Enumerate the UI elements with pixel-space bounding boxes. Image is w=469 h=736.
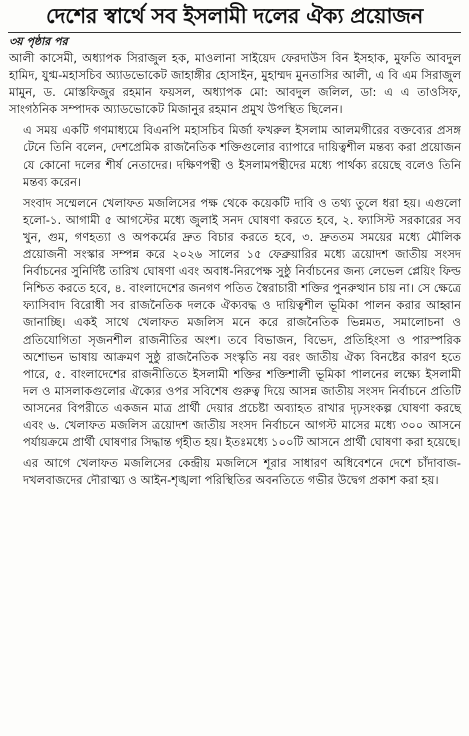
- headline-rule: [8, 32, 461, 33]
- article-body: [0, 34, 469, 489]
- paragraph: এর আগে খেলাফত মজলিসের কেন্দ্রীয় মজলিসে শূরার সাধারণ অধিবেশনে দেশে চাঁদাবাজ-দখলবাজদের দৌরাত্ম্য ও আইন-শৃঙ্খলা পরিস্থিতির অবনতিতে গভীর উদ্বেগ প্রকাশ করা হয়।: [23, 456, 461, 488]
- paragraph: সংবাদ সম্মেলনে খেলাফত মজলিসের পক্ষ থেকে কয়েকটি দাবি ও তথ্য তুলে ধরা হয়। এগুলো হলো-১. আগামী ৫ আগস্টের মধ্যে জুলাই সনদ ঘোষণা করতে হবে, ২. ফ্যাসিস্ট সরকারের সব খুন, গুম, গণহত্যা ও অপকর্মের দ্রুত বিচার করতে হবে, ৩. দ্রুততম সময়ের মধ্যে মৌলিক প্রয়োজনী সংস্কার সম্পন্ন করে ২০২৬ সালের ১৫ ফেব্রুয়ারির মধ্যে ত্রয়োদশ জাতীয় সংসদ নির্বাচনের সুনির্দিষ্ট তারিখ ঘোষণা এবং অবাধ-নিরপেক্ষ সুষ্ঠু নির্বাচনের জন্য লেভেল প্লেয়িং ফিল্ড নিশ্চিত করতে হবে, ৪. বাংলাদেশের জনগণ পতিত স্বৈরাচারী শক্তির পুনরুত্থান চায় না। সে ক্ষেত্রে ফ্যাসিবাদ বিরোধী সব রাজনৈতিক দলকে ঐক্যবদ্ধ ও দায়িত্বশীল ভূমিকা পালন করার আহ্বান জানাচ্ছি। একই সাথে খেলাফত মজলিস মনে করে রাজনৈতিক ভিন্নমত, সমালোচনা ও প্রতিযোগিতা সৃজনশীল রাজনীতির অংশ। তবে বিভাজন, বিভেদ, প্রতিহিংসা ও পারস্পরিক অশোভন ভাষায় আক্রমণ সুষ্ঠু রাজনৈতিক সংস্কৃতি নয় বরং জাতীয় ঐক্য বিনষ্টের কারণ হতে পারে, ৫. বাংলাদেশের রাজনীতিতে ইসলামী শক্তির শক্তিশালী ভূমিকা পালনের লক্ষ্যে ইসলামী দল ও মাসলাকগুলোর ঐক্যের ওপর সবিশেষ গুরুত্ব দিয়ে আসন্ন জাতীয় সংসদ নির্বাচনে প্রতিটি আসনের বিপরীতে একজন মাত্র প্রার্থী দেয়ার প্রচেষ্টা অব্যাহত রাখার দৃঢ়সংকল্প ঘোষণা করছে এবং ৬. খেলাফত মজলিস ত্রয়োদশ জাতীয় সংসদ নির্বাচনে আগস্ট মাসের মধ্যে ৩০০ আসনে পর্যায়ক্রমে প্রার্থী ঘোষণার সিদ্ধান্ত গৃহীত হয়। ইতঃমধ্যে ১০০টি আসনে প্রার্থী ঘোষণা করা হয়েছে।: [23, 195, 461, 450]
- headline: দেশের স্বার্থে সব ইসলামী দলের ঐক্য প্রয়োজন: [46, 4, 423, 28]
- paragraph: এ সময় একটি গণমাধ্যমে বিএনপি মহাসচিব মির্জা ফখরুল ইসলাম আলমগীরের বক্তব্যের প্রসঙ্গ টেনে তিনি বলেন, দেশপ্রেমিক রাজনৈতিক শক্তিগুলোর ব্যাপারে দায়িত্বশীল মন্তব্য করা প্রয়োজন যে কোনো দলের শীর্ষ নেতাদের। দক্ষিণপন্থী ও ইসলামপন্থীদের মধ্যে পার্থক্য রয়েছে বলেও তিনি মন্তব্য করেন।: [23, 123, 461, 189]
- page-continuation-ref: ৩য় পৃষ্ঠার পর: [9, 35, 68, 48]
- paragraph: আলী কাসেমী, অধ্যাপক সিরাজুল হক, মাওলানা সাইয়েদ ফেরদাউস বিন ইসহাক, মুফতি আবদুল হামিদ, যুগ্ম-মহাসচিব অ্যাডভোকেট জাহাঙ্গীর হোসাইন, মুহাম্মদ মুনতাসির আলী, এ বি এম সিরাজুল মামুন, ড. মোস্তফিজুর রহমান ফয়সল, অধ্যাপক মো: আবদুল জলিল, ডা: এ এ তাওসিফ, সাংগঠনিক সম্পাদক অ্যাডভোকেট মিজানুর রহমান প্রমুখ উপস্থিত ছিলেন।: [9, 51, 461, 117]
